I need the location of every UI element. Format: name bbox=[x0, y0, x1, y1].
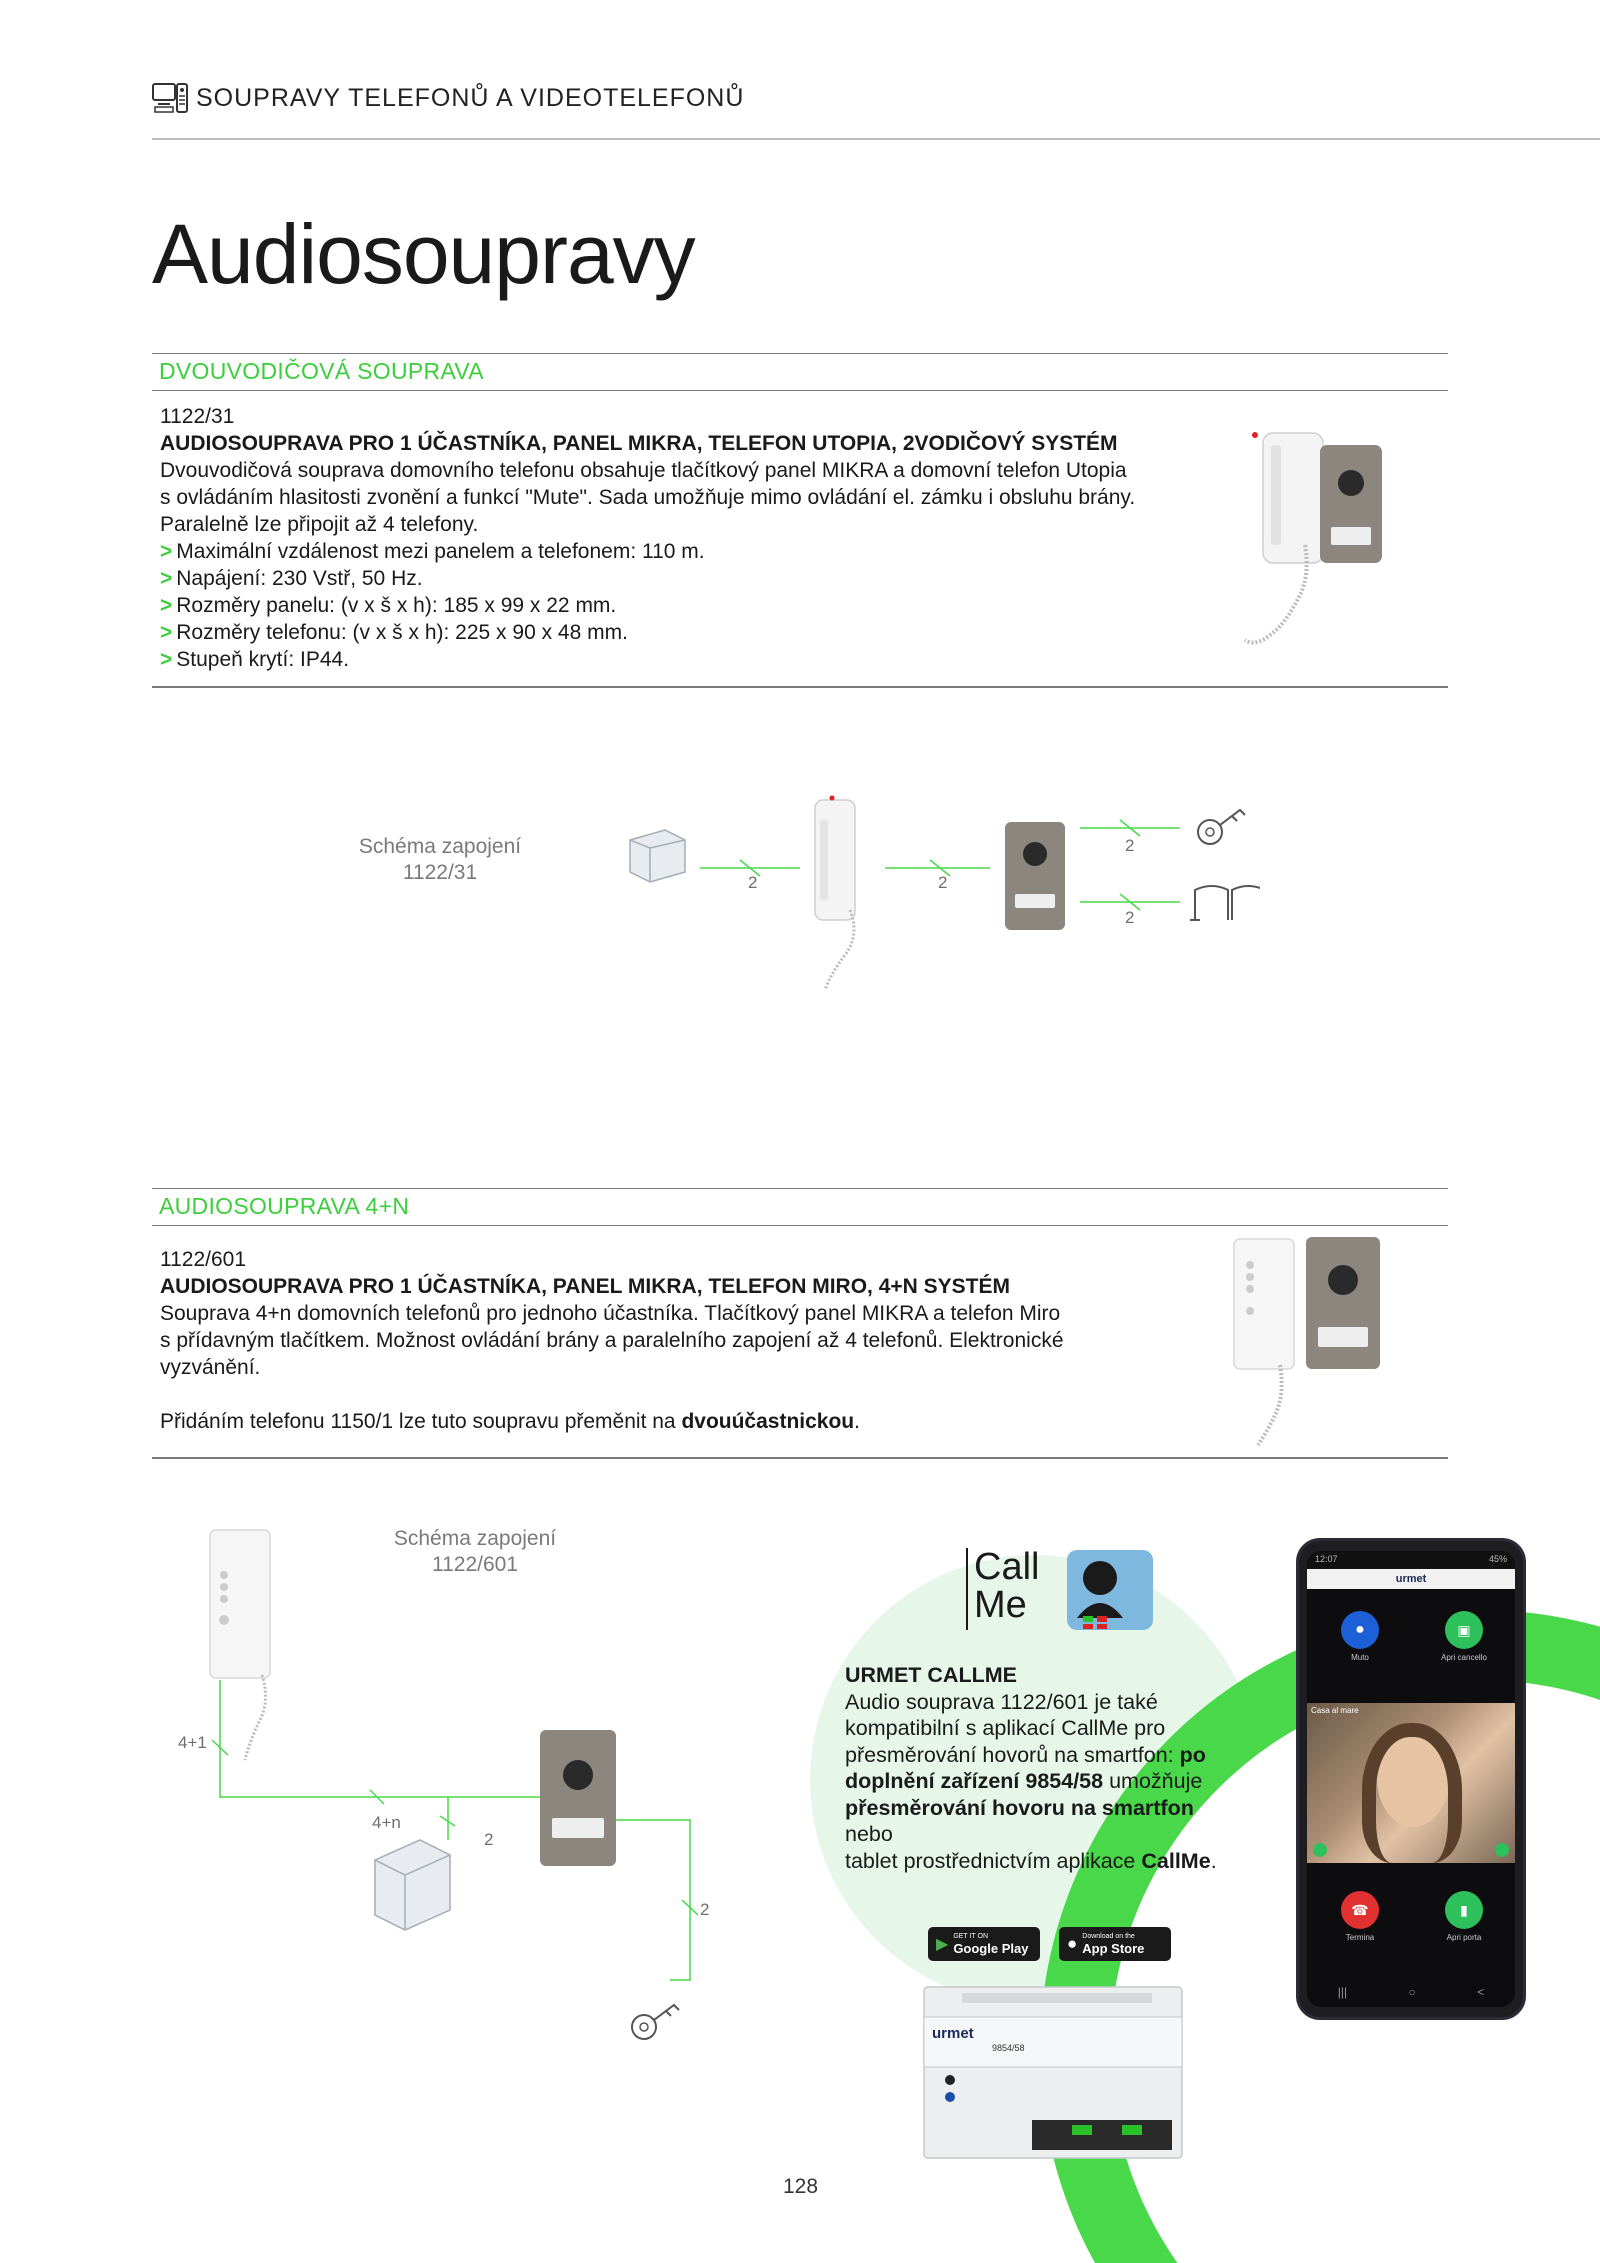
spec-item: > Rozměry panelu: (v x š x h): 185 x 99 x 22 mm. bbox=[160, 594, 617, 617]
product-image-kit-1122-601 bbox=[1230, 1235, 1390, 1450]
wire-count-label: 2 bbox=[1125, 908, 1135, 927]
microphone-icon bbox=[1313, 1843, 1327, 1857]
product-note: Přidáním telefonu 1150/1 lze tuto soupravu přeměnit na dvouúčastnickou. bbox=[160, 1410, 860, 1433]
wire-count-label: 2 bbox=[484, 1830, 494, 1849]
callme-description: URMET CALLME Audio souprava 1122/601 je také kompatibilní s aplikací CallMe pro přesměrování hovorů na smartfon: po doplnění zařízení 9854/58 umožňuje přesměrování hovoru na smartfon nebo tablet prostřednictvím aplikace CallMe. bbox=[845, 1662, 1245, 1874]
schema-label: Schéma zapojení 1122/601 bbox=[393, 1527, 557, 1576]
product-description-line: s ovládáním hlasitosti zvonění a funkcí "Mute". Sada umožňuje mimo ovládání el. zámku i obsluhu brány. bbox=[160, 486, 1136, 509]
wiring-diagram-1122-31 bbox=[600, 790, 1260, 1010]
open-door-button[interactable] bbox=[1445, 1891, 1483, 1929]
arrow-icon: > bbox=[160, 567, 173, 590]
mikra-panel bbox=[1005, 822, 1065, 930]
power-supply-unit bbox=[630, 830, 685, 882]
product-description-line: Dvouvodičová souprava domovního telefonu obsahuje tlačítkový panel MIKRA a domovní telefon Utopia bbox=[160, 459, 1127, 482]
status-bar: 12:07 45% bbox=[1307, 1551, 1515, 1569]
utopia-phone bbox=[815, 796, 855, 991]
key-icon bbox=[1198, 810, 1245, 844]
callme-logo: Call Me bbox=[966, 1548, 1036, 1630]
product-title: AUDIOSOUPRAVA PRO 1 ÚČASTNÍKA, PANEL MIKRA, TELEFON UTOPIA, 2VODIČOVÝ SYSTÉM bbox=[160, 432, 1118, 455]
google-play-icon: ▶ bbox=[936, 1936, 949, 1953]
back-icon[interactable]: < bbox=[1477, 1985, 1485, 1999]
section-heading: DVOUVODIČOVÁ SOUPRAVA bbox=[159, 358, 484, 384]
product-block bbox=[160, 1246, 1180, 1435]
mute-button[interactable] bbox=[1341, 1611, 1379, 1649]
device-model: 9854/58 bbox=[992, 2043, 1025, 2053]
wire-count-label: 2 bbox=[748, 873, 758, 892]
phone-hangup-icon: ☎ bbox=[1351, 1902, 1369, 1918]
device-brand: urmet bbox=[932, 2025, 974, 2042]
header-divider bbox=[152, 138, 1600, 140]
arrow-icon: > bbox=[160, 540, 173, 563]
callme-app-icon bbox=[1065, 1548, 1155, 1633]
mikra-panel bbox=[540, 1730, 616, 1866]
open-gate-button[interactable] bbox=[1445, 1611, 1483, 1649]
apple-icon: ● bbox=[1067, 1934, 1078, 1953]
device-illustration bbox=[922, 1985, 1184, 2160]
spec-list bbox=[160, 538, 1180, 673]
wire-count-label: 4+n bbox=[372, 1813, 401, 1832]
open-door-label: Apri porta bbox=[1446, 1933, 1482, 1942]
section-divider bbox=[152, 1457, 1448, 1459]
arrow-icon: > bbox=[160, 594, 173, 617]
spec-item: > Maximální vzdálenost mezi panelem a telefonem: 110 m. bbox=[160, 540, 705, 563]
product-image-kit-1122-31 bbox=[1225, 425, 1395, 655]
product-description-line: vyzvánění. bbox=[160, 1356, 261, 1379]
door-icon: ▮ bbox=[1460, 1902, 1468, 1918]
caller-label: Casa al mare bbox=[1311, 1706, 1359, 1715]
app-bar: urmet bbox=[1307, 1569, 1515, 1589]
video-feed bbox=[1307, 1703, 1515, 1863]
product-block bbox=[160, 403, 1180, 673]
mute-label: Muto bbox=[1351, 1653, 1369, 1662]
page-number: 128 bbox=[783, 2175, 819, 2198]
product-description-line: Paralelně lze připojit až 4 telefony. bbox=[160, 513, 479, 536]
page-header bbox=[152, 82, 744, 114]
wiring-diagram-1122-601 bbox=[170, 1520, 730, 2060]
product-description-line: Souprava 4+n domovních telefonů pro jednoho účastníka. Tlačítkový panel MIKRA a telefon Miro bbox=[160, 1302, 1061, 1325]
header-title: SOUPRAVY TELEFONŮ A VIDEOTELEFONŮ bbox=[196, 83, 745, 112]
spec-item: > Rozměry telefonu: (v x š x h): 225 x 90 x 48 mm. bbox=[160, 621, 628, 644]
section-heading: AUDIOSOUPRAVA 4+N bbox=[159, 1193, 410, 1219]
end-call-button[interactable] bbox=[1341, 1891, 1379, 1929]
gate-icon: ▣ bbox=[1457, 1622, 1471, 1638]
product-description-line: s přídavným tlačítkem. Možnost ovládání brány a paralelního zapojení až 4 telefonů. Elektronické bbox=[160, 1329, 1064, 1352]
intercom-icon bbox=[152, 82, 188, 114]
smartphone-mockup bbox=[1296, 1538, 1526, 2020]
caller-hair bbox=[1362, 1723, 1462, 1863]
app-store-button[interactable]: ● Download on the App Store bbox=[1059, 1927, 1171, 1961]
spec-item: > Napájení: 230 Vstř, 50 Hz. bbox=[160, 567, 423, 590]
arrow-icon: > bbox=[160, 621, 173, 644]
key-icon bbox=[632, 2005, 679, 2039]
microphone-icon: ● bbox=[1355, 1621, 1365, 1638]
section-heading-bar bbox=[152, 353, 1448, 391]
end-call-label: Termina bbox=[1345, 1933, 1375, 1942]
home-icon[interactable]: ○ bbox=[1408, 1985, 1416, 1999]
power-supply-unit bbox=[375, 1840, 450, 1930]
schema-label: Schéma zapojení 1122/31 bbox=[358, 835, 522, 884]
callme-heading: URMET CALLME bbox=[845, 1663, 1017, 1687]
speaker-icon bbox=[1495, 1843, 1509, 1857]
page-title: Audiosoupravy bbox=[152, 207, 695, 301]
wire-count-label: 2 bbox=[700, 1900, 710, 1919]
spec-item: > Stupeň krytí: IP44. bbox=[160, 648, 350, 671]
device-9854-58 bbox=[922, 1985, 1184, 2160]
android-nav-bar bbox=[1307, 1977, 1515, 2007]
gate-icon bbox=[1190, 886, 1260, 920]
miro-phone bbox=[210, 1530, 270, 1760]
open-gate-label: Apri cancello bbox=[1441, 1653, 1487, 1662]
product-code: 1122/31 bbox=[160, 405, 235, 428]
wire-count-label: 2 bbox=[1125, 836, 1135, 855]
phone-screen bbox=[1307, 1551, 1515, 2007]
arrow-icon: > bbox=[160, 648, 173, 671]
product-code: 1122/601 bbox=[160, 1248, 247, 1271]
product-title: AUDIOSOUPRAVA PRO 1 ÚČASTNÍKA, PANEL MIKRA, TELEFON MIRO, 4+N SYSTÉM bbox=[160, 1275, 1010, 1298]
recent-apps-icon[interactable]: ||| bbox=[1337, 1985, 1348, 1999]
google-play-button[interactable]: ▶ GET IT ON Google Play bbox=[928, 1927, 1040, 1961]
wire-count-label: 4+1 bbox=[178, 1733, 207, 1752]
wire-count-label: 2 bbox=[938, 873, 948, 892]
section-heading-bar bbox=[152, 1188, 1448, 1226]
section-divider bbox=[152, 686, 1448, 688]
